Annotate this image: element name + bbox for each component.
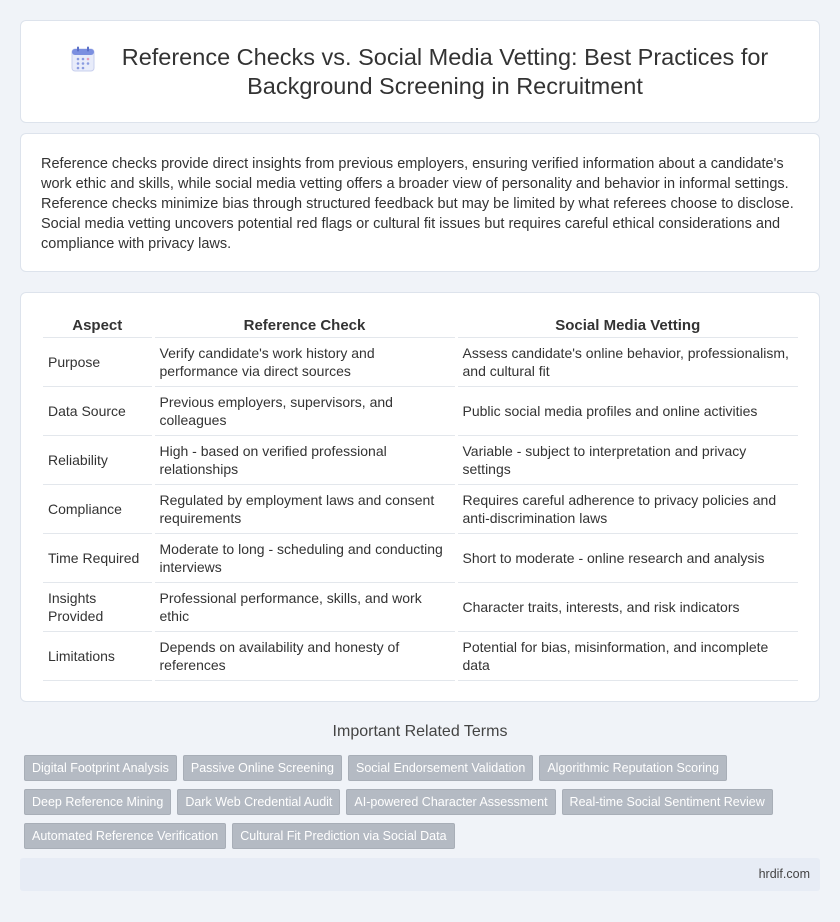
cell-aspect: Compliance: [43, 485, 153, 534]
related-term-tag[interactable]: Real-time Social Sentiment Review: [562, 789, 773, 815]
related-term-tag[interactable]: Deep Reference Mining: [24, 789, 171, 815]
table-row: [43, 338, 798, 387]
related-term-tag[interactable]: AI-powered Character Assessment: [346, 789, 555, 815]
cell-aspect: Data Source: [43, 387, 153, 436]
cell-aspect: Time Required: [43, 534, 153, 583]
related-terms-title: Important Related Terms: [332, 723, 508, 740]
cell-aspect: Purpose: [43, 338, 153, 387]
related-term-tag[interactable]: Cultural Fit Prediction via Social Data: [232, 823, 454, 849]
cell-reference-check: Previous employers, supervisors, and colleagues: [153, 387, 456, 436]
cell-social-media-vetting: Variable - subject to interpretation and privacy settings: [456, 436, 798, 485]
footer-bar: [20, 858, 820, 891]
table-row: [43, 583, 798, 632]
related-term-tag[interactable]: Algorithmic Reputation Scoring: [539, 755, 727, 781]
table-row: [43, 534, 798, 583]
related-term-tag[interactable]: Digital Footprint Analysis: [24, 755, 177, 781]
related-terms-tags: [24, 755, 784, 849]
cell-social-media-vetting: Character traits, interests, and risk indicators: [456, 583, 798, 632]
header-social-media-vetting: Social Media Vetting: [456, 317, 798, 338]
table-row: [43, 436, 798, 485]
related-term-tag[interactable]: Dark Web Credential Audit: [177, 789, 340, 815]
cell-aspect: Reliability: [43, 436, 153, 485]
cell-aspect: Limitations: [43, 632, 153, 681]
cell-social-media-vetting: Public social media profiles and online activities: [456, 387, 798, 436]
intro-card: [20, 133, 820, 272]
table-row: [43, 485, 798, 534]
cell-reference-check: High - based on verified professional relationships: [153, 436, 456, 485]
page-title: Reference Checks vs. Social Media Vetting: Best Practices for Background Screening in Recruitment: [121, 43, 769, 99]
cell-social-media-vetting: Short to moderate - online research and analysis: [456, 534, 798, 583]
table-row: [43, 632, 798, 681]
cell-social-media-vetting: Potential for bias, misinformation, and incomplete data: [456, 632, 798, 681]
cell-social-media-vetting: Requires careful adherence to privacy policies and anti-discrimination laws: [456, 485, 798, 534]
cell-reference-check: Regulated by employment laws and consent requirements: [153, 485, 456, 534]
comparison-table-card: [20, 292, 820, 702]
cell-reference-check: Depends on availability and honesty of references: [153, 632, 456, 681]
cell-reference-check: Moderate to long - scheduling and conducting interviews: [153, 534, 456, 583]
table-header-row: [43, 317, 798, 338]
comparison-table: [43, 317, 798, 681]
related-term-tag[interactable]: Social Endorsement Validation: [348, 755, 533, 781]
related-term-tag[interactable]: Passive Online Screening: [183, 755, 342, 781]
cell-social-media-vetting: Assess candidate's online behavior, professionalism, and cultural fit: [456, 338, 798, 387]
cell-reference-check: Professional performance, skills, and work ethic: [153, 583, 456, 632]
cell-reference-check: Verify candidate's work history and performance via direct sources: [153, 338, 456, 387]
intro-paragraph: Reference checks provide direct insights from previous employers, ensuring verified information about a candidate's work ethic and skills, while social media vetting offers a broader view of personality and behavior in informal settings. Reference checks minimize bias through structured feedback but may be limited by what referees choose to disclose. Social media vetting uncovers potential red flags or cultural fit issues but requires careful ethical considerations and compliance with privacy laws.: [41, 156, 794, 252]
footer-site-link[interactable]: hrdif.com: [758, 867, 810, 881]
header-aspect: Aspect: [43, 317, 153, 338]
header-card: [20, 20, 820, 123]
cell-aspect: Insights Provided: [43, 583, 153, 632]
related-term-tag[interactable]: Automated Reference Verification: [24, 823, 226, 849]
table-row: [43, 387, 798, 436]
header-reference-check: Reference Check: [153, 317, 456, 338]
